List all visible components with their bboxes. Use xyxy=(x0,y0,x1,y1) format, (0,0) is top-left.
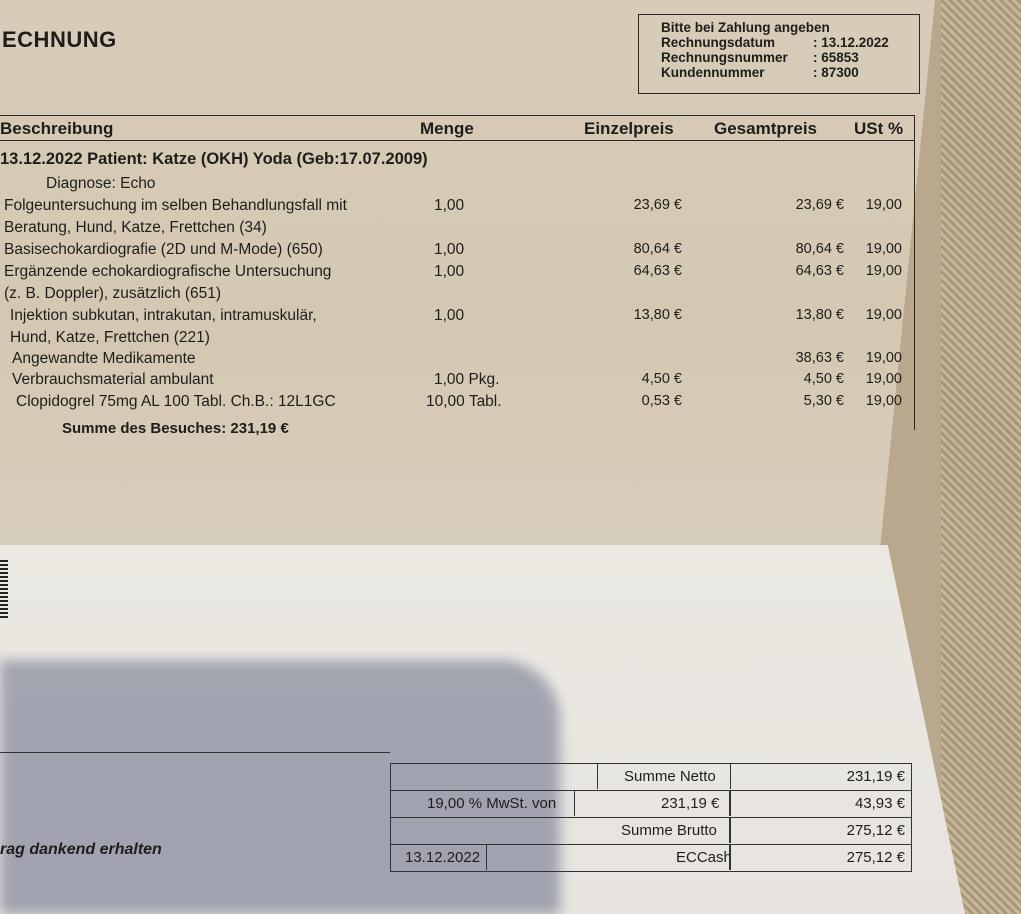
totals-table xyxy=(390,763,912,872)
table-row: Basisechokardiografie (2D und M-Mode) (650) 1,00 80,64 € 80,64 € 19,00 xyxy=(4,241,902,258)
ref-row-customer-number: Kundennummer : 87300 xyxy=(661,65,859,80)
vat-divider xyxy=(729,791,731,816)
ref-row-invoice-date: Rechnungsdatum : 13.12.2022 xyxy=(661,35,889,50)
table-row: Injektion subkutan, intrakutan, intramuskulär, 1,00 13,80 € 13,80 € 19,00 xyxy=(10,307,902,324)
received-note: rag dankend erhalten xyxy=(0,841,162,858)
pay-date: 13.12.2022 xyxy=(405,849,481,866)
column-unit-price: Einzelpreis xyxy=(584,119,674,138)
net-label: Summe Netto xyxy=(624,768,716,785)
totals-row-payment xyxy=(391,845,911,871)
gross-value: 275,12 € xyxy=(846,822,905,839)
visit-sum: Summe des Besuches: 231,19 € xyxy=(62,420,289,437)
pay-method: ECCash xyxy=(676,849,732,866)
table-row: Angewandte Medikamente 38,63 € 19,00 xyxy=(12,350,902,367)
table-row: Folgeuntersuchung im selben Behandlungsfall mit 1,00 23,69 € 23,69 € 19,00 xyxy=(4,197,902,214)
pay-divider xyxy=(729,845,731,870)
invoice-title: ECHNUNG xyxy=(2,27,117,52)
ref-row-invoice-number: Rechnungsnummer : 65853 xyxy=(661,50,859,65)
table-row: (z. B. Doppler), zusätzlich (651) xyxy=(4,285,222,302)
pay-value: 275,12 € xyxy=(846,849,905,866)
table-row: Ergänzende echokardiografische Untersuchung 1,00 64,63 € 64,63 € 19,00 xyxy=(4,263,902,280)
table-row: Beratung, Hund, Katze, Frettchen (34) xyxy=(4,219,267,236)
vat-base: 231,19 € xyxy=(661,795,720,812)
gross-divider xyxy=(729,818,731,843)
vat-label: 19,00 % MwSt. von xyxy=(427,795,557,812)
column-description: Beschreibung xyxy=(0,119,114,138)
totals-row-gross xyxy=(391,818,911,845)
column-quantity: Menge xyxy=(420,119,474,138)
table-row: Verbrauchsmaterial ambulant 1,00 Pkg. 4,50 € 4,50 € 19,00 xyxy=(12,371,902,388)
net-value: 231,19 € xyxy=(846,768,905,785)
footer-rule xyxy=(0,752,390,753)
totals-row-net xyxy=(391,764,911,791)
patient-line: 13.12.2022 Patient: Katze (OKH) Yoda (Geb:17.07.2009) xyxy=(0,150,428,168)
vat-value: 43,93 € xyxy=(854,795,905,812)
fabric-background xyxy=(941,0,1021,914)
column-vat: USt % xyxy=(854,119,904,138)
gross-label: Summe Brutto xyxy=(621,822,717,839)
table-row: Clopidogrel 75mg AL 100 Tabl. Ch.B.: 12L1GC 10,00 Tabl. 0,53 € 5,30 € 19,00 xyxy=(16,393,902,410)
totals-row-vat xyxy=(391,791,911,818)
table-row: Hund, Katze, Frettchen (221) xyxy=(10,329,210,346)
diagnosis-line: Diagnose: Echo xyxy=(46,175,156,192)
payment-note: Bitte bei Zahlung angeben xyxy=(661,20,830,35)
barcode-mark xyxy=(0,560,8,620)
payment-reference-box xyxy=(638,14,920,94)
table-header xyxy=(0,115,915,141)
column-total-price: Gesamtpreis xyxy=(714,119,817,138)
